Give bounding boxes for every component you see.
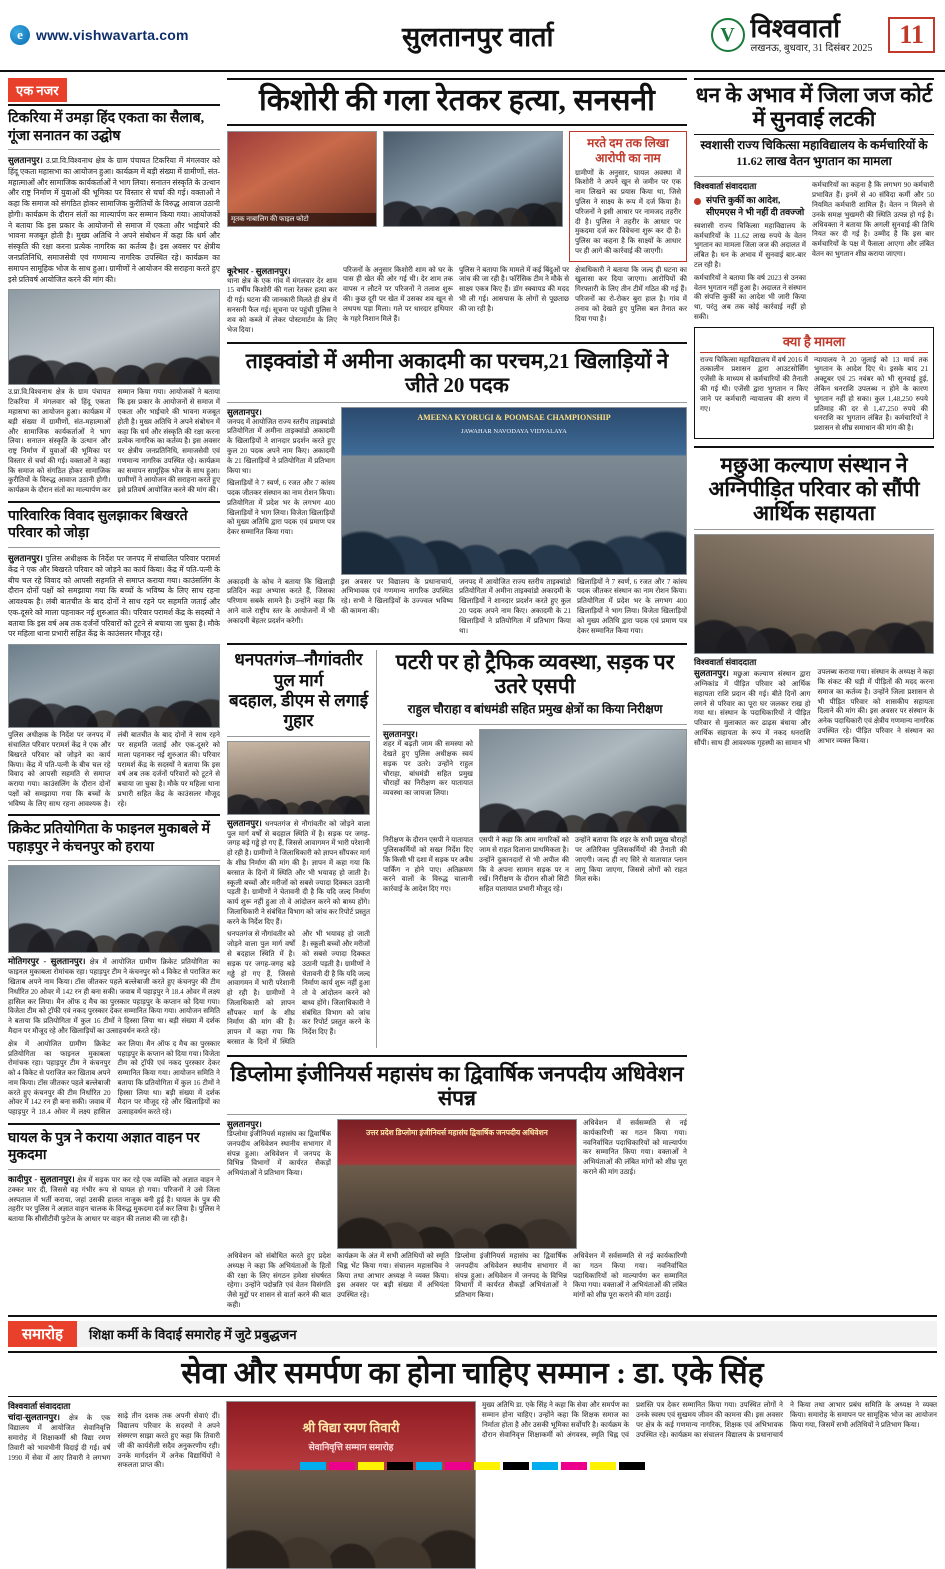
bridge-traffic-row [227,650,687,1048]
body-text: इस अवसर पर संस्थान के अनेक पदाधिकारी एवं क्षेत्रीय गणमान्य नागरिक उपस्थित रहे। पीड़ित परिवार ने संस्थान का आभार व्यक्त किया। [817,707,935,745]
yellow-mark-3 [590,1462,616,1470]
photo-crowd [342,474,686,574]
diploma-photo [337,1119,577,1249]
body-text: क्षेत्राधिकारी ने बताया कि जल्द ही घटना का खुलासा कर दिया जाएगा। आरोपियों की गिरफ्तारी के लिए तीन टीमें गठित की गई हैं। परिजनों का रो-रोकर बुरा हाल है। गांव में तनाव को देखते हुए पुलिस बल तैनात कर दिया गया है। [575,265,687,323]
headline: धन के अभाव में जिला जज कोर्ट में सुनवाई लटकी [694,78,934,135]
bottom-body [8,1401,937,1569]
bridge-story [227,650,377,1048]
body-text: डिप्लोमा इंजीनियर्स महासंघ का द्विवार्षिक जनपदीय अधिवेशन स्थानीय सभागार में संपन्न हुआ। अधिवेशन में जनपद के विभिन्न विभागों में कार्यरत सैकड़ों अभियंताओं ने प्रतिभाग किया। [227,1130,331,1178]
byline: कूरेभार - सुलतानपुर। [227,265,291,276]
magenta-mark [329,1462,355,1470]
bullet-dot-icon [694,198,701,205]
left-story-2 [8,508,220,810]
story-photo [8,644,220,728]
taekwondo-photo [341,407,687,575]
yellow-mark [358,1462,384,1470]
headline: पटरी पर हो ट्रैफिक व्यवस्था, सड़क पर उतरे एसपी [395,650,675,699]
fisher-photo [694,534,934,654]
body-text: पुलिस अधीक्षक के निर्देश पर जनपद में संचालित परिवार परामर्श केंद्र ने एक और बिखरते परिवार को जोड़ने का कार्य किया। केंद्र में पति-पत्नी के बीच चल रहे विवाद को आपसी सहमति से समाप्त कराया गया। काउंसलिंग के दौरान दोनों पक्षों को समझाया गया कि बच्चों के भविष्य के लिए साथ रहना आवश्यक है। लंबी बातचीत के बाद दोनों ने साथ रहने पर सहमति जताई और एक-दूसरे को माला पहनाकर नई शुरुआत की। परिवार परामर्श केंद्र के सदस्यों ने बताया कि इस वर्ष अब तक दर्जनों परिवारों को टूटने से बचाया जा चुका है। मौके पर महिला थाना प्रभारी सहित केंद्र के काउंसलर मौजूद रहे। [8,553,220,639]
photo-people [227,1472,475,1568]
body-text-cont: धनपतगंज से नौगांवतीर को जोड़ने वाला पुल मार्ग वर्षों से बदहाल स्थिति में है। सड़क पर जगह-जगह बड़े गड्ढे हो गए हैं, जिससे आवागमन में भारी परेशानी हो रही है। ग्रामीणों ने जिलाधिकारी को ज्ञापन सौंपकर मार्ग के शीघ्र निर्माण की मांग की है। ज्ञापन में कहा गया कि बरसात के दिनों में स्थिति और भी भयावह हो जाती है। स्कूली बच्चों और मरीजों को सबसे ज्यादा दिक्कत उठानी पड़ती है। ग्रामीणों ने चेतावनी दी है कि यदि जल्द निर्माण कार्य शुरू नहीं हुआ तो वे आंदोलन करने को बाध्य होंगे। जिलाधिकारी ने संबंधित विभाग को जांच कर रिपोर्ट प्रस्तुत करने के निर्देश दिए हैं। [227,930,370,1047]
cyan-mark-3 [532,1462,558,1470]
story-body [8,154,220,285]
photo-caption: मृतक नाबालिग की फाइल फोटो [228,213,376,226]
body-text: संस्थान के अध्यक्ष ने कहा कि संकट की घड़ी में पीड़ितों की मदद करना समाज का कर्तव्य है। उन्होंने जिला प्रशासन से भी पीड़ित परिवार को शासकीय सहायता दिलाने की मांग की। [817,668,934,716]
byline: सुलतानपुर। [227,817,262,828]
samaroh-label: समारोह [8,1321,77,1347]
subdeck: स्वशासी राज्य चिकित्सा महाविद्यालय के कर्मचारियों के 11.62 लाख वेतन भुगतान का मामला [700,138,928,168]
black-mark [387,1462,413,1470]
ek-nazar-label: एक नजर [8,78,67,102]
body-text: निरीक्षण के दौरान एसपी ने यातायात पुलिसकर्मियों को सख्त निर्देश दिए कि किसी भी दशा में सड़क पर अवैध पार्किंग न होने पाए। अतिक्रमण करने वालों के विरुद्ध चालानी कार्रवाई के आदेश दिए गए। [383,836,473,894]
banner-line-1: श्री विद्या रमण तिवारी [302,1420,400,1436]
body-text-part2: विद्यालय परिवार के सदस्यों ने अपने संस्मरण साझा करते हुए कहा कि तिवारी जी की कार्यशैली सदैव अनुकरणीय रही। उनके मार्गदर्शन में अनेक विद्यार्थियों ने सफलता प्राप्त की। [117,1422,220,1470]
cyan-mark [300,1462,326,1470]
body-text-part3: इस अवसर पर क्षेत्र के कई गणमान्य नागरिक, शिक्षक एवं अभिभावक उपस्थित रहे। कार्यक्रम का संचालन विद्यालय के प्रधानाचार्य ने किया तथा आभार प्रबंध समिति के अध्यक्ष ने व्यक्त किया। [636,1401,937,1439]
body-text: एसपी ने कहा कि आम नागरिकों को जाम से राहत दिलाना प्राथमिकता है। उन्होंने दुकानदारों से भी अपील की कि वे अपना सामान सड़क पर न रखें। निरीक्षण के दौरान सीओ सिटी सहित यातायात प्रभारी मौजूद रहे। [479,836,569,894]
body-text-part2: कुल 1,48,250 रुपये प्रतिमाह की दर से 1,47,250 रुपये की धनराशि का भुगतान लंबित है। कर्मचारियों ने प्रशासन से शीघ्र समाधान की मांग की है। [814,394,928,433]
headline: ताइक्वांडो में अमीना अकादमी का परचम,21 खिलाड़ियों ने जीते 20 पदक [245,349,669,398]
byline: सुलतानपुर। [227,1119,262,1130]
taekwondo-story [227,349,687,636]
story-body [227,818,370,928]
body-text: क्षेत्र में सड़क पार कर रहे एक व्यक्ति को अज्ञात वाहन ने टक्कर मार दी, जिससे वह गंभीर रूप से घायल हो गया। परिजनों ने उसे जिला अस्पताल में भर्ती कराया, जहां उसकी हालत नाजुक बनी हुई है। घायल के पुत्र की तहरीर पर पुलिस ने अज्ञात वाहन चालक के विरुद्ध मुकदमा दर्ज कर लिया है। पुलिस ने बताया कि सीसीटीवी फुटेज के आधार पर वाहन की तलाश की जा रही है। [8,1175,220,1224]
traffic-photo [479,729,687,833]
story-body-cont: क्षेत्र में आयोजित ग्रामीण क्रिकेट प्रतियोगिता का फाइनल मुकाबला रोमांचक रहा। पहाड़पुर टीम ने कंचनपुर को 4 विकेट से पराजित कर खिताब अपने नाम किया। टॉस जीतकर पहले बल्लेबाजी करते हुए कंचनपुर की टीम निर्धारित 20 ओवर में 142 रन ही बना सकी। जवाब में पहाड़पुर ने 18.4 ओवर में लक्ष्य हासिल कर लिया। मैन ऑफ द मैच का पुरस्कार पहाड़पुर के कप्तान को दिया गया। विजेता टीम को ट्रॉफी एवं नकद पुरस्कार देकर सम्मानित किया गया। आयोजन समिति ने बताया कि प्रतियोगिता में कुल 16 टीमों ने हिस्सा लिया था। बड़ी संख्या में दर्शक मैदान पर मौजूद रहे और खिलाड़ियों का उत्साहवर्धन करते रहे। [8,1039,220,1117]
headline: डिप्लोमा इंजीनियर्स महासंघ का द्विवार्षिक जनपदीय अधिवेशन संपन्न [230,1061,684,1110]
body-text-part1: मुख्य अतिथि डा. एके सिंह ने कहा कि सेवा और समर्पण का सम्मान होना चाहिए। उन्होंने कहा कि शिक्षक समाज का निर्माता होता है और उसकी भूमिका सर्वोपरि है। [482,1401,629,1429]
headline-line-1: धनपतगंज–नौगांवतीर पुल मार्ग [234,650,363,690]
body-text: अकादमी के कोच ने बताया कि खिलाड़ी प्रतिदिन कड़ा अभ्यास करते हैं, जिसका परिणाम सबके सामने है। उन्होंने कहा कि आने वाले राष्ट्रीय स्तर के आयोजनों में भी अकादमी बेहतर प्रदर्शन करेगी। [227,577,335,625]
bullet-point [694,195,806,218]
fisher-story [694,453,934,749]
brand-logo [711,16,873,54]
body-text: उन्होंने बताया कि शहर के सभी प्रमुख चौराहों पर अतिरिक्त पुलिसकर्मियों की तैनाती की जाएगी। जल्द ही नए सिरे से यातायात प्लान लागू किया जाएगा, जिससे लोगों को राहत मिल सके। [575,836,687,884]
story-photo [8,289,220,385]
body-text: अधिवेशन को संबोधित करते हुए प्रदेश अध्यक्ष ने कहा कि अभियंताओं के हितों की रक्षा के लिए संगठन हमेशा संघर्षरत रहेगा। उन्होंने पदोन्नति एवं वेतन विसंगति जैसे मुद्दों पर शासन से वार्ता करने की बात कही। [227,1252,331,1309]
body-text: स्वशासी राज्य चिकित्सा महाविद्यालय के कर्मचारियों के 11.62 लाख रुपये के वेतन भुगतान का मामला जिला जज की अदालत में लंबित है। धन के अभाव में सुनवाई बार-बार टल रही है। [694,221,806,269]
victim-photo [227,131,377,227]
byline: विश्ववार्ता संवाददाता [694,181,757,192]
body-text: क्षेत्र में आयोजित ग्रामीण क्रिकेट प्रतियोगिता का फाइनल मुकाबला रोमांचक रहा। पहाड़पुर टीम ने कंचनपुर को 4 विकेट से पराजित कर खिताब अपने नाम किया। टॉस जीतकर पहले बल्लेबाजी करते हुए कंचनपुर की टीम निर्धारित 20 ओवर में 142 रन ही बना सकी। जवाब में पहाड़पुर ने 18.4 ओवर में लक्ष्य हासिल कर लिया। मैन ऑफ द मैच का पुरस्कार पहाड़पुर के कप्तान को दिया गया। विजेता टीम को ट्रॉफी एवं नकद पुरस्कार देकर सम्मानित किया गया। आयोजन समिति ने बताया कि प्रतियोगिता में कुल 16 टीमों ने हिस्सा लिया था। बड़ी संख्या में दर्शक मैदान पर मौजूद रहे और खिलाड़ियों का उत्साहवर्धन करते रहे। [8,958,221,1035]
brand-mark-icon: V [711,18,745,52]
body-text-part1: न्यायालय ने 20 जुलाई को 13 मार्च तक भुगतान के आदेश दिए थे। इसके बाद 21 अक्टूबर एवं 25 नवंबर को भी सुनवाई हुई, लेकिन धनराशि उपलब्ध न होने के कारण भुगतान नहीं हो सका। [814,355,928,403]
story-body [694,668,934,748]
middle-column [227,78,687,1311]
headline-line-2: बदहाल, डीएम से लगाई गुहार [228,691,369,731]
story-body-cont: पुलिस अधीक्षक के निर्देश पर जनपद में संचालित परिवार परामर्श केंद्र ने एक और बिखरते परिवार को जोड़ने का कार्य किया। केंद्र में पति-पत्नी के बीच चल रहे विवाद को आपसी सहमति से समाप्त कराया गया। काउंसलिंग के दौरान दोनों पक्षों को समझाया गया कि बच्चों के भविष्य के लिए साथ रहना आवश्यक है। लंबी बातचीत के बाद दोनों ने साथ रहने पर सहमति जताई और एक-दूसरे को माला पहनाकर नई शुरुआत की। परिवार परामर्श केंद्र के सदस्यों ने बताया कि इस वर्ष अब तक दर्जनों परिवारों को टूटने से बचाया जा चुका है। मौके पर महिला थाना प्रभारी सहित केंद्र के काउंसलर मौजूद रहे। [8,731,220,808]
headline: पारिवारिक विवाद सुलझाकर बिखरते परिवार को जोड़ा [8,508,188,542]
left-story-3 [8,821,220,1118]
body-text: पुलिस ने बताया कि मामले में कई बिंदुओं पर जांच की जा रही है। फॉरेंसिक टीम ने मौके से साक्ष्य एकत्र किए हैं। डॉग स्क्वायड की मदद भी ली गई। आसपास के लोगों से पूछताछ की जा रही है। [459,265,569,313]
dateline: सुलतानपुर। [694,668,729,679]
samaroh-band [8,1321,937,1347]
banner-line-2: सेवानिवृत्ति सम्मान समारोह [308,1442,394,1453]
section-title-wrap [245,17,711,54]
registration-marks [0,1462,945,1470]
body-text: धनपतगंज से नौगांवतीर को जोड़ने वाला पुल मार्ग वर्षों से बदहाल स्थिति में है। सड़क पर जगह-जगह बड़े गड्ढे हो गए हैं, जिससे आवागमन में भारी परेशानी हो रही है। ग्रामीणों ने जिलाधिकारी को ज्ञापन सौंपकर मार्ग के शीघ्र निर्माण की मांग की है। ज्ञापन में कहा गया कि बरसात के दिनों में स्थिति और भी भयावह हो जाती है। स्कूली बच्चों और मरीजों को सबसे ज्यादा दिक्कत उठानी पड़ती है। ग्रामीणों ने चेतावनी दी है कि यदि जल्द निर्माण कार्य शुरू नहीं हुआ तो वे आंदोलन करने को बाध्य होंगे। जिलाधिकारी ने संबंधित विभाग को जांच कर रिपोर्ट प्रस्तुत करने के निर्देश दिए हैं। [227,819,371,926]
body-text: शहर में बढ़ती जाम की समस्या को देखते हुए पुलिस अधीक्षक स्वयं सड़क पर उतरे। उन्होंने राहुल चौराहा, बांधमंडी सहित प्रमुख चौराहों का निरीक्षण कर यातायात व्यवस्था का जायजा लिया। [383,740,473,798]
bottom-body-cont [482,1401,937,1569]
subdeck: राहुल चौराहा व बांधमंडी सहित प्रमुख क्षेत्रों का किया निरीक्षण [407,701,663,716]
byline: सुलतानपुर। [8,155,43,165]
lead-body [227,266,687,336]
body-text: खिलाड़ियों ने 7 स्वर्ण, 6 रजत और 7 कांस्य पदक जीतकर संस्थान का नाम रोशन किया। प्रतियोगिता में प्रदेश भर के लगभग 400 खिलाड़ियों ने भाग लिया। विजेता खिलाड़ियों को मुख्य अतिथि द्वारा पदक एवं प्रमाण पत्र देकर सम्मानित किया गया। [577,577,687,635]
body-text: अधिवेशन में सर्वसम्मति से नई कार्यकारिणी का गठन किया गया। नवनिर्वाचित पदाधिकारियों को माल्यार्पण कर सम्मानित किया गया। वक्ताओं ने अभियंताओं की लंबित मांगों को शीघ्र पूरा कराने की मांग उठाई। [583,1119,687,1176]
headline: मछुआ कल्याण संस्थान ने अग्निपीड़ित परिवार को सौंपी आर्थिक सहायता [708,452,920,526]
globe-icon: e [10,25,30,45]
bottom-section [0,1311,945,1569]
black-mark-2 [503,1462,529,1470]
body-text-part4: समारोह के समापन पर सामूहिक भोज का आयोजन किया गया, जिसमें सभी अतिथियों ने प्रतिभाग किया। [790,1411,937,1429]
sidebox-title: मरते दम तक लिखा आरोपी का नाम [587,135,669,165]
black-mark-3 [619,1462,645,1470]
story-photo [8,865,220,953]
body-text: उ.प्रा.वि.विश्वनाथ क्षेत्र के ग्राम पंचायत टिकरिया में मंगलवार को हिंदू एकता महासभा का आयोजन हुआ। कार्यक्रम में बड़ी संख्या में ग्रामीणों, संत-महात्माओं और सामाजिक कार्यकर्ताओं ने भाग लिया। सनातन संस्कृति के उत्थान और राष्ट्र निर्माण में युवाओं की भूमिका पर विस्तार से चर्चा की गई। वक्ताओं ने कहा कि समाज को संगठित होकर सामाजिक कुरीतियों के विरुद्ध आवाज उठानी होगी। कार्यक्रम के दौरान संतों का माल्यार्पण कर सम्मान किया गया। आयोजकों ने बताया कि इस प्रकार के आयोजनों से समाज में एकता और भाईचारे की भावना मजबूत होती है। मुख्य अतिथि ने अपने संबोधन में कहा कि धर्म और संस्कृति की रक्षा करना प्रत्येक नागरिक का कर्तव्य है। इस अवसर पर क्षेत्रीय जनप्रतिनिधि, समाजसेवी एवं गणमान्य नागरिक उपस्थित रहे। कार्यक्रम का समापन सामूहिक भोज के साथ हुआ। ग्रामीणों ने आयोजन की सराहना करते हुए इसे प्रतिवर्ष आयोजित करने की मांग की। [8,156,220,284]
scene-photo [383,131,563,227]
body-text-part1: क्षेत्र के एक विद्यालय में आयोजित सेवानिवृत्ति समारोह में शिक्षाकर्मी श्री विद्या रमण तिवारी को भावभीनी विदाई दी गई। वर्ष 1990 में सेवा में आए तिवारी ने लगभग साढ़े तीन दशक तक अपनी सेवाएं दीं। [8,1412,220,1462]
byline: विश्ववार्ता संवाददाता [694,657,757,668]
byline: सुलतानपुर। [227,406,262,417]
bridge-photo [227,741,370,815]
body-text: राज्य चिकित्सा महाविद्यालय में वर्ष 2016 में तत्कालीन प्रशासन द्वारा आउटसोर्सिंग एजेंसी के माध्यम से कर्मचारियों की तैनाती की गई थी। एजेंसी द्वारा भुगतान न किए जाने पर कर्मचारी न्यायालय की शरण में गए। [700,355,808,413]
content-grid [0,72,945,1311]
ek-nazar-band [8,78,220,106]
lead-photos [227,131,687,262]
magenta-mark-3 [561,1462,587,1470]
body-text: कार्यक्रम के अंत में सभी अतिथियों को स्मृति चिह्न भेंट किया गया। संचालन महासचिव ने किया तथा आभार अध्यक्ष ने व्यक्त किया। इस अवसर पर बड़ी संख्या में अभियंता उपस्थित रहे। [337,1252,449,1300]
byline: सुलतानपुर। [383,729,418,740]
brand-block [711,16,936,54]
story-body [8,552,220,640]
bullet-text: संपत्ति कुर्की का आदेश, सीएमएस ने भी नहीं दी तवज्जो [706,195,805,218]
edition-date: लखनऊ, बुधवार, 31 दिसंबर 2025 [750,43,873,54]
body-text: इस अवसर पर विद्यालय के प्रधानाचार्य, अभिभावक एवं गणमान्य नागरिक उपस्थित रहे। सभी ने खिलाड़ियों के उज्ज्वल भविष्य की कामना की। [341,577,453,615]
left-story-4 [8,1130,220,1225]
body-text: कर्मचारियों ने बताया कि वर्ष 2023 से उनका वेतन भुगतान नहीं हुआ है। अदालत ने संस्थान की संपत्ति कुर्की का आदेश भी जारी किया था, परंतु अब तक कोई कार्रवाई नहीं हो सकी। [694,273,806,321]
lead-story [227,78,687,335]
photo-crowd [338,1182,576,1249]
body-text-part2: अधिवक्ता ने बताया कि अगली सुनवाई की तिथि नियत कर दी गई है। उम्मीद है कि इस बार कर्मचारियों के पक्ष में फैसला आएगा और लंबित वेतन का भुगतान शीघ्र कराया जाएगा। [812,220,934,258]
yellow-mark-2 [474,1462,500,1470]
felicitation-photo [226,1401,476,1569]
page-title: सुलतानपुर वार्ता [402,21,554,52]
website-url[interactable]: www.vishwavarta.com [36,27,189,43]
body-text: जनपद में आयोजित राज्य स्तरीय ताइक्वांडो प्रतियोगिता में अमीना ताइक्वांडो अकादमी के खिलाड़ियों ने शानदार प्रदर्शन करते हुए कुल 20 पदक अपने नाम किए। अकादमी के 21 खिलाड़ियों ने प्रतियोगिता में प्रतिभाग किया था। [459,577,571,635]
byline: सुलतानपुर। [8,552,43,563]
body-text: परिजनों के अनुसार किशोरी शाम को घर के पास ही खेत की ओर गई थी। देर शाम तक वापस न लौटने पर परिजनों ने तलाश शुरू की। कुछ दूरी पर खेत में उसका शव खून से लथपथ पड़ा मिला। गले पर धारदार हथियार के गहरे निशान मिले हैं। [343,265,453,323]
story-body [8,1174,220,1225]
story-body-cont: उ.प्रा.वि.विश्वनाथ क्षेत्र के ग्राम पंचायत टिकरिया में मंगलवार को हिंदू एकता महासभा का आयोजन हुआ। कार्यक्रम में बड़ी संख्या में ग्रामीणों, संत-महात्माओं और सामाजिक कार्यकर्ताओं ने भाग लिया। सनातन संस्कृति के उत्थान और राष्ट्र निर्माण में युवाओं की भूमिका पर विस्तार से चर्चा की गई। वक्ताओं ने कहा कि समाज को संगठित होकर सामाजिक कुरीतियों के विरुद्ध आवाज उठानी होगी। कार्यक्रम के दौरान संतों का माल्यार्पण कर सम्मान किया गया। आयोजकों ने बताया कि इस प्रकार के आयोजनों से समाज में एकता और भाईचारे की भावना मजबूत होती है। मुख्य अतिथि ने अपने संबोधन में कहा कि धर्म और संस्कृति की रक्षा करना प्रत्येक नागरिक का कर्तव्य है। इस अवसर पर क्षेत्रीय जनप्रतिनिधि, समाजसेवी एवं गणमान्य नागरिक उपस्थित रहे। कार्यक्रम का समापन सामूहिक भोज के साथ हुआ। ग्रामीणों ने आयोजन की सराहना करते हुए इसे प्रतिवर्ष आयोजित करने की मांग की। [8,388,220,495]
banner-subtitle: JAWAHAR NAVODAYA VIDYALAYA [461,427,567,435]
body-text-part2: कार्यक्रम के दौरान सेवानिवृत्त शिक्षाकर्मी को अंगवस्त्र, स्मृति चिह्न एवं प्रशस्ति पत्र देकर सम्मानित किया गया। उपस्थित लोगों ने उनके स्वस्थ एवं सुखमय जीवन की कामना की। [482,1401,783,1439]
bottom-headline: सेवा और समर्पण का होना चाहिए सम्मान : डा. एके सिंह [8,1351,937,1398]
page-number: 11 [888,17,935,53]
brand-name: विश्ववार्ता [750,14,840,43]
body-text [814,356,928,434]
court-story [694,78,934,439]
masthead [0,0,945,72]
website-badge[interactable] [10,25,245,45]
cyan-mark-2 [416,1462,442,1470]
body-text: जनपद में आयोजित राज्य स्तरीय ताइक्वांडो प्रतियोगिता में अमीना ताइक्वांडो अकादमी के खिलाड़ियों ने शानदार प्रदर्शन करते हुए कुल 20 पदक अपने नाम किए। अकादमी के 21 खिलाड़ियों ने प्रतियोगिता में प्रतिभाग किया था। [227,417,335,475]
left-column [8,78,220,1311]
samaroh-text: शिक्षा कर्मी के विदाई समारोह में जुटे प्रबुद्धजन [77,1321,937,1347]
story-body [8,956,220,1036]
body-text [812,181,934,322]
body-text: डिप्लोमा इंजीनियर्स महासंघ का द्विवार्षिक जनपदीय अधिवेशन स्थानीय सभागार में संपन्न हुआ। अधिवेशन में जनपद के विभिन्न विभागों में कार्यरत सैकड़ों अभियंताओं ने प्रतिभाग किया। [455,1252,567,1300]
left-story-1 [8,110,220,496]
subbox-title: क्या है मामला [700,332,928,353]
magenta-mark-2 [445,1462,471,1470]
byline: विश्ववार्ता संवाददाता [8,1401,71,1412]
body-text: खिलाड़ियों ने 7 स्वर्ण, 6 रजत और 7 कांस्य पदक जीतकर संस्थान का नाम रोशन किया। प्रतियोगिता में प्रदेश भर के लगभग 400 खिलाड़ियों ने भाग लिया। विजेता खिलाड़ियों को मुख्य अतिथि द्वारा पदक एवं प्रमाण पत्र देकर सम्मानित किया गया। [227,479,335,537]
court-subbox [694,327,934,439]
diploma-story [227,1062,687,1311]
body-text: थाना क्षेत्र के एक गांव में मंगलवार देर शाम 15 वर्षीय किशोरी की गला रेतकर हत्या कर दी गई। घटना की जानकारी मिलते ही क्षेत्र में सनसनी फैल गई। सूचना पर पहुंची पुलिस ने शव को कब्जे में लेकर पोस्टमार्टम के लिए भेज दिया। [227,276,337,334]
traffic-story [383,650,687,1048]
byline: मोतिगरपुर - सुलतानपुर। [8,956,86,967]
right-column [694,78,934,1311]
body-text: संस्थान के पदाधिकारियों ने पीड़ित परिवार से मुलाकात कर ढाढ़स बंधाया और आर्थिक सहायता के रूप में नकद धनराशि सौंपी। साथ ही आवश्यक गृहस्थी का सामान भी उपलब्ध कराया गया। [694,668,870,747]
byline: कादीपुर - सुलतानपुर। [8,1173,75,1184]
headline: टिकरिया में उमड़ा हिंद एकता का सैलाब, गूंजा सनातन का उद्घोष [8,111,205,144]
body-text-part1: कर्मचारियों का कहना है कि लगभग 90 कर्मचारी प्रभावित हैं। इनमें से 40 संविदा कर्मी और 50 नियमित कर्मचारी शामिल हैं। वेतन न मिलने से उनके समक्ष भुखमरी की स्थिति उत्पन्न हो गई है। [812,181,934,219]
banner-title: उत्तर प्रदेश डिप्लोमा इंजीनियर्स महासंघ द्विवार्षिक जनपदीय अधिवेशन [366,1128,548,1138]
lead-sidebox [569,131,687,262]
headline: घायल के पुत्र ने कराया अज्ञात वाहन पर मुकदमा [8,1130,200,1164]
body-text: मछुआ कल्याण संस्थान द्वारा अग्निकांड में पीड़ित परिवार को आर्थिक सहायता राशि प्रदान की गई। बीते दिनों आग लगने से परिवार का पूरा घर जलकर राख हो गया था। [694,670,811,718]
dateline: चांदा-सुलतानपुर। [8,1412,60,1423]
headline: क्रिकेट प्रतियोगिता के फाइनल मुकाबले में पहाड़पुर ने कंचनपुर को हराया [8,822,211,855]
lead-headline: किशोरी की गला रेतकर हत्या, सनसनी [227,78,687,126]
banner-title: AMEENA KYORUGI & POOMSAE CHAMPIONSHIP [417,412,611,422]
body-text: अधिवेशन में सर्वसम्मति से नई कार्यकारिणी का गठन किया गया। नवनिर्वाचित पदाधिकारियों को माल्यार्पण कर सम्मानित किया गया। वक्ताओं ने अभियंताओं की लंबित मांगों को शीघ्र पूरा कराने की मांग उठाई। [573,1252,687,1300]
sidebox-text: ग्रामीणों के अनुसार, घायल अवस्था में किशोरी ने अपने खून से जमीन पर एक नाम लिखने का प्रयास किया था, जिसे पुलिस ने साक्ष्य के रूप में दर्ज किया है। परिजनों ने इसी आधार पर नामजद तहरीर दी है। पुलिस ने तहरीर के आधार पर मुकदमा दर्ज कर विवेचना शुरू कर दी है। पुलिस का कहना है कि साक्ष्यों के आधार पर ही आगे की कार्रवाई की जाएगी। [575,168,681,255]
